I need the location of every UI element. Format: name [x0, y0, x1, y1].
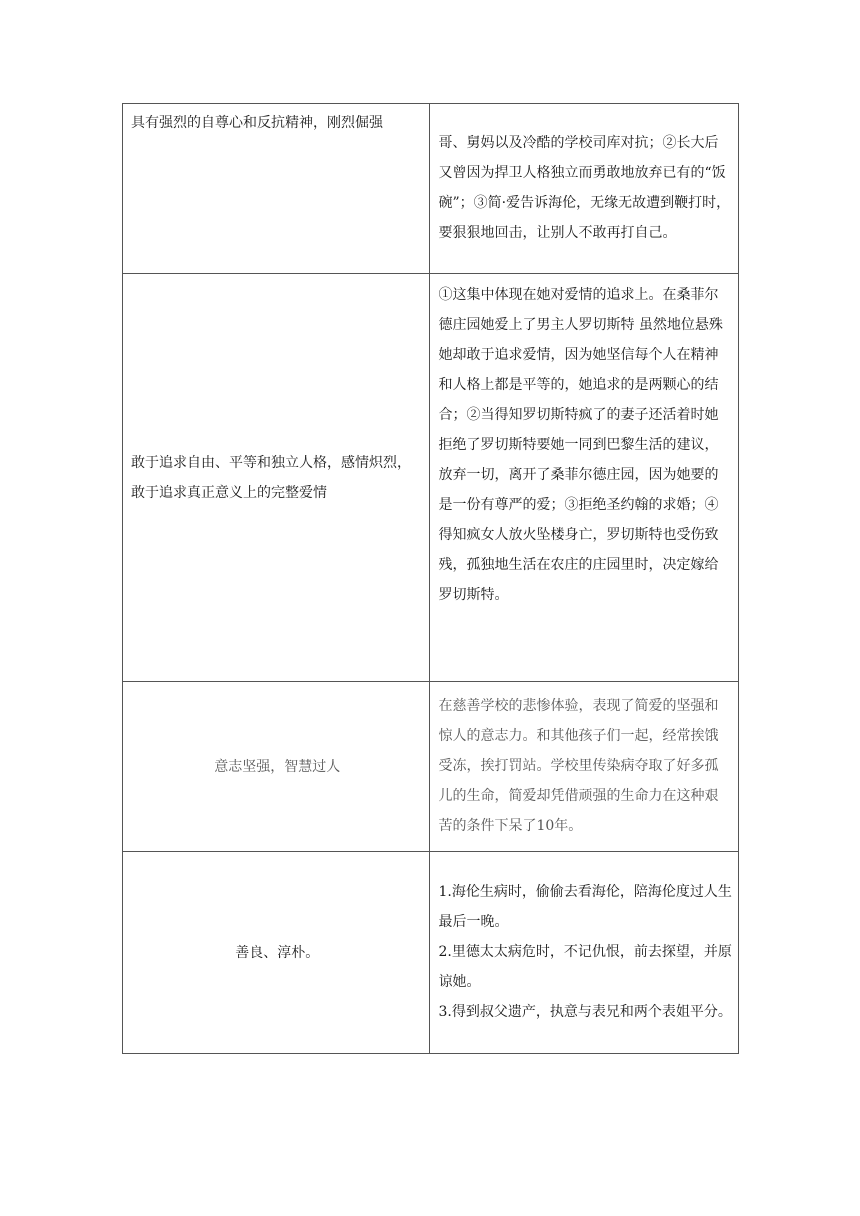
table-row	[123, 104, 739, 274]
evidence-text: 哥、舅妈以及冷酷的学校司库对抗；②长大后又曾因为捍卫人格独立而勇敢地放弃已有的“饭碗”；③简·爱告诉海伦，无缘无故遭到鞭打时，要狠狠地回击，让别人不敢再打自己。	[438, 134, 731, 241]
trait-cell	[123, 852, 430, 1054]
list-item: 2.里德太太病危时，不记仇恨，前去探望，并原谅她。	[438, 943, 732, 990]
trait-text: 善良、淳朴。	[235, 944, 320, 961]
trait-text: 具有强烈的自尊心和反抗精神，刚烈倔强	[131, 115, 383, 131]
evidence-list	[430, 875, 738, 1031]
evidence-cell	[430, 274, 739, 682]
table-row	[123, 852, 739, 1054]
trait-text: 意志坚强，智慧过人	[214, 758, 341, 775]
trait-cell	[123, 274, 430, 682]
evidence-cell	[430, 104, 739, 274]
evidence-text: 在慈善学校的悲惨体验，表现了简爱的坚强和惊人的意志力。和其他孩子们一起，经常挨饿受冻，挨打罚站。学校里传染病夺取了好多孤儿的生命，简爱却凭借顽强的生命力在这种艰苦的条件下呆了10年。	[438, 697, 719, 834]
table-row	[123, 274, 739, 682]
trait-text: 敢于追求自由、平等和独立人格，感情炽烈，敢于追求真正意义上的完整爱情	[131, 454, 411, 501]
list-item: 1.海伦生病时，偷偷去看海伦，陪海伦度过人生最后一晚。	[438, 883, 732, 930]
evidence-cell	[430, 852, 739, 1054]
character-trait-table	[122, 103, 739, 1054]
evidence-text: ①这集中体现在她对爱情的追求上。在桑菲尔德庄园她爱上了男主人罗切斯特 虽然地位悬殊她却敢于追求爱情，因为她坚信每个人在精神和人格上都是平等的，她追求的是两颗心的结合；②当得知罗切斯特疯了的妻子还活着时她拒绝了罗切斯特要她一同到巴黎生活的建议，放弃一切，离开了桑菲尔德庄园，因为她要的是一份有尊严的爱；③拒绝圣约翰的求婚；④得知疯女人放火坠楼身亡，罗切斯特也受伤致残，孤独地生活在农庄的庄园里时，决定嫁给罗切斯特。	[438, 287, 723, 603]
trait-cell	[123, 682, 430, 852]
list-item: 3.得到叔父遗产，执意与表兄和两个表姐平分。	[438, 1003, 732, 1020]
trait-cell	[123, 104, 430, 274]
evidence-cell	[430, 682, 739, 852]
table-row	[123, 682, 739, 852]
